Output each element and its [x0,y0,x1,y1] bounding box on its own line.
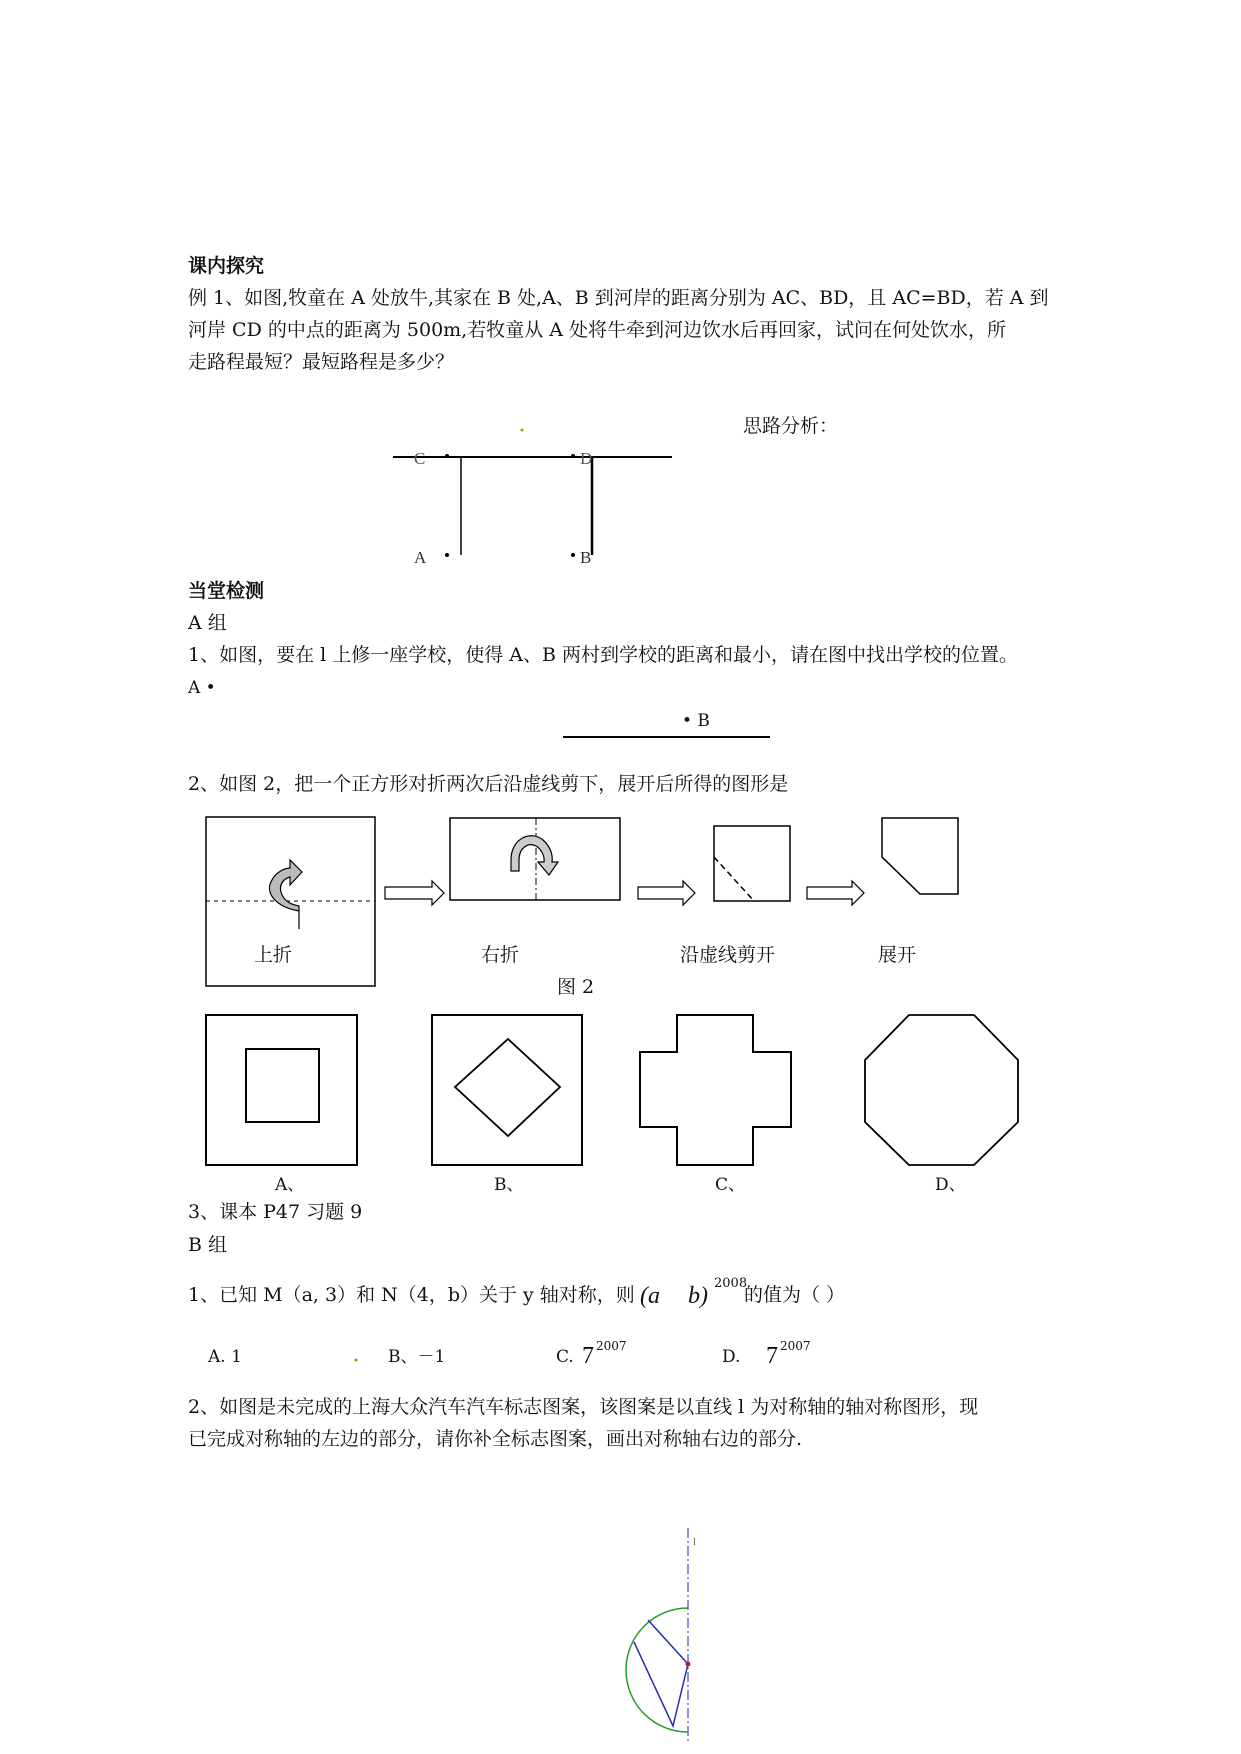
section-heading-test: 当堂检测 [188,580,265,602]
group-b-label: B 组 [188,1234,228,1256]
half-circle-arc [626,1608,688,1732]
choice-d-label: D. [722,1347,741,1367]
groupB-q2-line2: 已完成对称轴的左边的部分，请你补全标志图案，画出对称轴右边的部分. [188,1428,803,1450]
group-a-label: A 组 [188,612,227,634]
groupA-q3: 3、课本 P47 习题 9 [188,1201,363,1223]
q1-point-a: A • [188,678,216,698]
option-c-label: C、 [715,1175,746,1195]
example1-line1: 例 1、如图,牧童在 A 处放牛,其家在 B 处,A、B 到河岸的距离分别为 AC、BD，且 AC=BD，若 A 到 [188,287,1049,309]
analysis-label: 思路分析： [743,415,839,437]
choice-a: A. 1 [208,1347,242,1367]
choice-d-exp: 2007 [780,1339,811,1353]
figure-2-caption: 图 2 [557,976,595,998]
center-point [686,1662,691,1667]
choice-c-base: 7 [582,1343,594,1369]
step-caption-up: 上折 [254,944,293,966]
section-heading-explore: 课内探究 [188,255,265,277]
example1-line3: 走路程最短？最短路程是多少？ [188,351,455,373]
label-d: D [580,449,593,468]
choice-b: B、－1 [388,1347,446,1367]
q1-point-b: • B [682,711,710,731]
groupB-q1-exponent: 2008 [714,1276,748,1291]
groupB-q1-expr-close: b) [688,1283,708,1309]
groupB-q1-expr-open: (a [640,1283,660,1309]
choice-c-exp: 2007 [596,1339,627,1353]
label-b: B [580,548,592,567]
option-b-label: B、 [494,1175,524,1195]
choice-d-base: 7 [766,1343,778,1369]
step-caption-right: 右折 [481,944,520,966]
step-caption-cut: 沿虚线剪开 [680,944,776,966]
groupB-q1-suffix: 的值为（ ） [744,1284,846,1306]
option-d-label: D、 [935,1175,966,1195]
groupA-q1: 1、如图，要在 l 上修一座学校，使得 A、B 两村到学校的距离和最小，请在图中找出学校的位置。 [188,644,1019,666]
axis-label-l: l [693,1536,697,1548]
option-a-label: A、 [275,1175,305,1195]
v-stroke-1 [648,1620,688,1664]
example1-line2: 河岸 CD 的中点的距离为 500m,若牧童从 A 处将牛牵到河边饮水后再回家，试问在何处饮水，所 [188,319,1007,341]
choice-c-label: C. [556,1347,574,1367]
step-caption-unfold: 展开 [878,944,917,966]
groupB-q1-prefix: 1、已知 M（a, 3）和 N（4，b）关于 y 轴对称，则 [188,1284,635,1306]
label-c: C [414,449,426,468]
groupA-q2: 2、如图 2，把一个正方形对折两次后沿虚线剪下，展开后所得的图形是 [188,773,789,795]
groupB-q2-line1: 2、如图是未完成的上海大众汽车汽车标志图案，该图案是以直线 l 为对称轴的轴对称图形，现 [188,1396,979,1418]
label-a: A [414,548,427,567]
